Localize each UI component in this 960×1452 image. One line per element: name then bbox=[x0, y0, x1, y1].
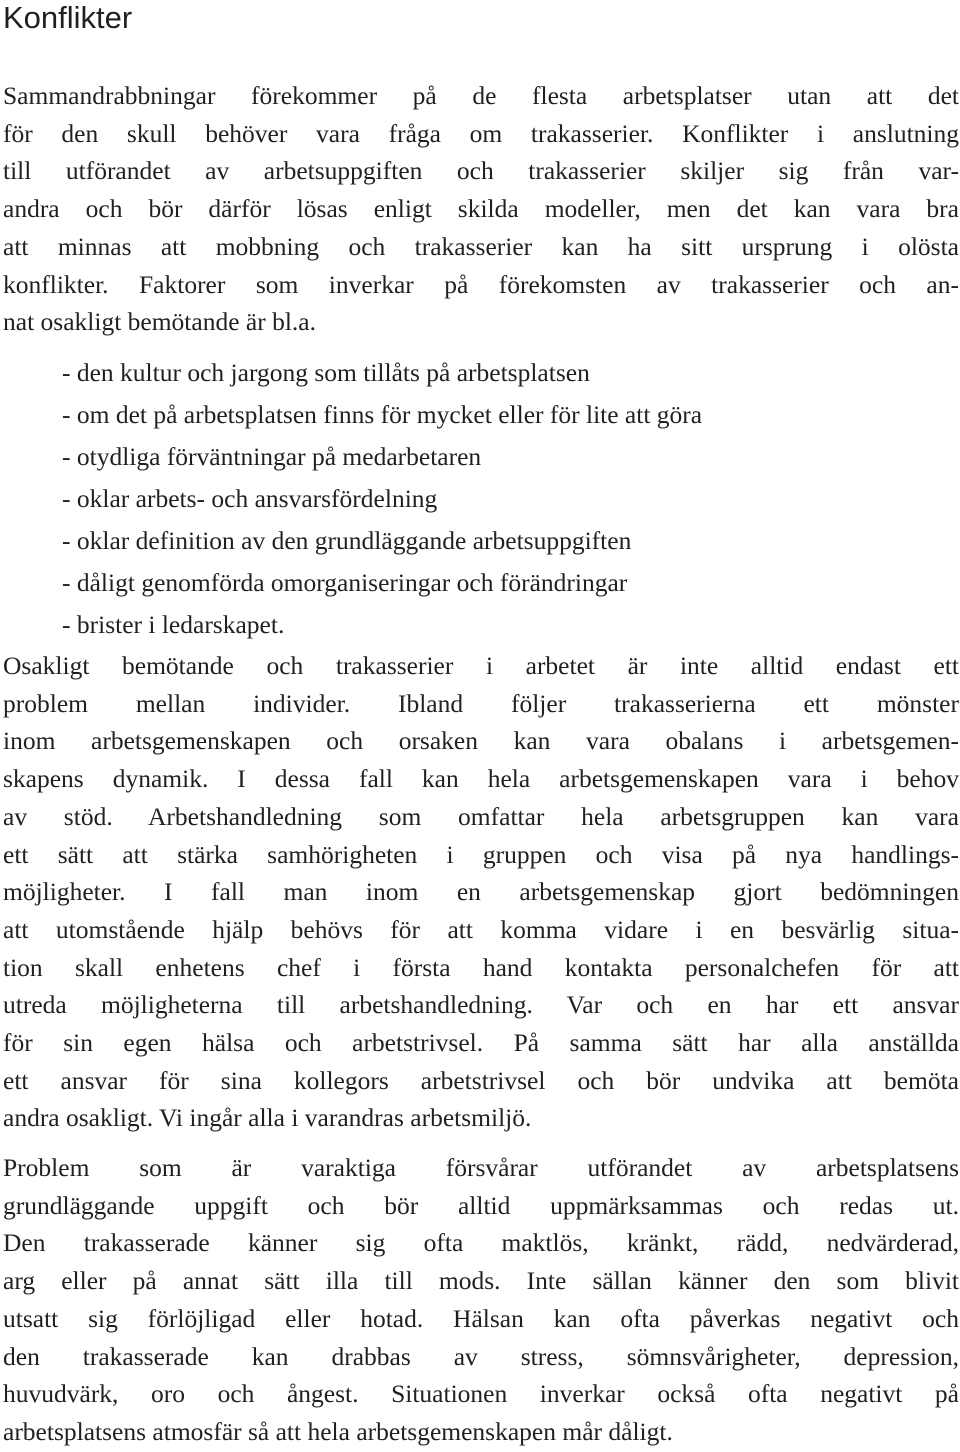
paragraph-line: att utomstående hjälp behövs för att komma vidare i en besvärlig situa- bbox=[3, 914, 959, 944]
paragraph-line: konflikter. Faktorer som inverkar på förekomsten av trakasserier och an- bbox=[3, 269, 959, 299]
list-item: - den kultur och jargong som tillåts på arbetsplatsen bbox=[62, 358, 590, 387]
consequences-paragraph bbox=[3, 1149, 959, 1451]
list-item: - otydliga förväntningar på medarbetaren bbox=[62, 442, 482, 471]
paragraph-line: inom arbetsgemenskapen och orsaken kan vara obalans i arbetsgemen- bbox=[3, 726, 959, 756]
paragraph-line: skapens dynamik. I dessa fall kan hela arbetsgemenskapen vara i behov bbox=[3, 764, 959, 794]
paragraph-line: andra osakligt. Vi ingår alla i varandras arbetsmiljö. bbox=[3, 1103, 532, 1133]
page-title: Konflikter bbox=[3, 0, 133, 35]
intro-paragraph bbox=[3, 77, 959, 341]
list-item: - om det på arbetsplatsen finns för mycket eller för lite att göra bbox=[62, 400, 703, 429]
paragraph-line: möjligheter. I fall man inom en arbetsgemenskap gjort bedömningen bbox=[3, 877, 959, 907]
paragraph-line: andra och bör därför lösas enligt skilda modeller, men det kan vara bra bbox=[3, 194, 959, 224]
paragraph-line: utsatt sig förlöjligad eller hotad. Hälsan kan ofta påverkas negativt och bbox=[3, 1303, 959, 1333]
paragraph-line: problem mellan individer. Ibland följer trakasserierna ett mönster bbox=[3, 688, 959, 718]
list-item: - oklar arbets- och ansvarsfördelning bbox=[62, 484, 438, 513]
paragraph-line: ett sätt att stärka samhörigheten i gruppen och visa på nya handlings- bbox=[3, 839, 959, 869]
paragraph-line: arg eller på annat sätt illa till mods. Inte sällan känner den som blivit bbox=[3, 1266, 959, 1296]
paragraph-line: den trakasserade kan drabbas av stress, sömnsvårigheter, depression, bbox=[3, 1341, 959, 1371]
list-item: - dåligt genomförda omorganiseringar och förändringar bbox=[62, 568, 628, 597]
paragraph-line: tion skall enhetens chef i första hand kontakta personalchefen för att bbox=[3, 952, 959, 982]
paragraph-line: Den trakasserade känner sig ofta maktlös, kränkt, rädd, nedvärderad, bbox=[3, 1228, 959, 1258]
paragraph-line: Problem som är varaktiga försvårar utförandet av arbetsplatsens bbox=[3, 1153, 959, 1182]
paragraph-line: nat osakligt bemötande är bl.a. bbox=[3, 307, 316, 337]
paragraph-line: ett ansvar för sina kollegors arbetstrivsel och bör undvika att bemöta bbox=[3, 1065, 959, 1095]
paragraph-line: grundläggande uppgift och bör alltid uppmärksammas och redas ut. bbox=[3, 1190, 959, 1220]
paragraph-line: huvudvärk, oro och ångest. Situationen inverkar också ofta negativt på bbox=[3, 1379, 959, 1409]
paragraph-line: för den skull behöver vara fråga om trakasserier. Konflikter i anslutning bbox=[3, 118, 959, 148]
paragraph-line: Sammandrabbningar förekommer på de flesta arbetsplatser utan att det bbox=[3, 81, 959, 110]
paragraph-line: till utförandet av arbetsuppgiften och trakasserier skiljer sig från var- bbox=[3, 156, 959, 186]
group-dynamics-paragraph bbox=[3, 647, 959, 1137]
paragraph-line: för sin egen hälsa och arbetstrivsel. På samma sätt har alla anställda bbox=[3, 1028, 959, 1058]
paragraph-line: Osakligt bemötande och trakasserier i arbetet är inte alltid endast ett bbox=[3, 651, 959, 680]
factor-list bbox=[62, 352, 942, 646]
paragraph-line: arbetsplatsens atmosfär så att hela arbetsgemenskapen mår dåligt. bbox=[3, 1416, 673, 1446]
list-item: - brister i ledarskapet. bbox=[62, 610, 285, 639]
paragraph-line: att minnas att mobbning och trakasserier kan ha sitt ursprung i olösta bbox=[3, 231, 959, 261]
list-item: - oklar definition av den grundläggande arbetsuppgiften bbox=[62, 526, 632, 555]
paragraph-line: av stöd. Arbetshandledning som omfattar hela arbetsgruppen kan vara bbox=[3, 801, 959, 831]
paragraph-line: utreda möjligheterna till arbetshandledning. Var och en har ett ansvar bbox=[3, 990, 959, 1020]
